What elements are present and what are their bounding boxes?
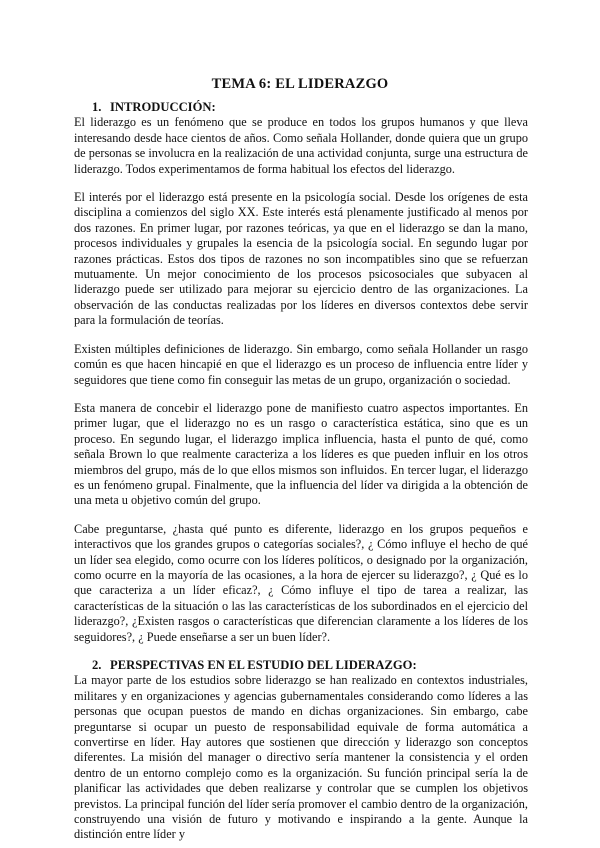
- paragraph: Esta manera de concebir el liderazgo pone de manifiesto cuatro aspectos importantes. En primer lugar, que el liderazgo no es un rasgo o característica estática, sino que es un proceso. En segundo lugar, el liderazgo implica influencia, hasta el punto de qué, como señala Brown lo que realmente caracteriza a los líderes es que pueden influir en los otros miembros del grupo, más de lo que ellos mismos son influidos. En tercer lugar, el liderazgo es un fenómeno grupal. Finalmente, que la influencia del líder va dirigida a la obtención de una meta u objetivo común del grupo.: [74, 400, 528, 508]
- paragraph: Cabe preguntarse, ¿hasta qué punto es diferente, liderazgo en los grupos pequeños e interactivos que los grandes grupos o categorías sociales?, ¿ Cómo influye el hecho de qué un líder sea elegido, como ocurre con los líderes políticos, o designado por la organización, como ocurre en la mayoría de las ocasiones, a la hora de ejercer su liderazgo?, ¿ Qué es lo que caracteriza a un líder eficaz?, ¿ Cómo influye el tipo de tarea a realizar, las características de la situación o las las características de los subordinados en el ejercicio del liderazgo?, ¿Existen rasgos o características que diferencian claramente a los líderes de los seguidores?, ¿ Puede enseñarse a ser un buen líder?.: [74, 521, 528, 644]
- paragraph: La mayor parte de los estudios sobre liderazgo se han realizado en contextos industriales, militares y en organizaciones y agencias gubernamentales considerando como líderes a las personas que ocupan puestos de mando en dichas organizaciones. Sin embargo, cabe preguntarse si ocupar un puesto de responsabilidad equivale de forma automática a convertirse en líder. Hay autores que sostienen que dirección y liderazgo son conceptos diferentes. La misión del manager o directivo sería mantener la consistencia y el orden dentro de un entorno complejo como es la organización. Su función principal sería la de planificar las actividades que deben realizarse y controlar que se cumplen los objetivos previstos. La principal función del líder sería promover el cambio dentro de la organización, construyendo una visión de futuro y motivando e inspirando a la gente. Aunque la distinción entre líder y: [74, 673, 528, 842]
- document-body: [74, 100, 528, 843]
- section-title: PERSPECTIVAS EN EL ESTUDIO DEL LIDERAZGO:: [110, 658, 417, 672]
- section-number: 2.: [92, 658, 102, 672]
- paragraph: El interés por el liderazgo está presente en la psicología social. Desde los orígenes de esta disciplina a comienzos del siglo XX. Este interés está plenamente justificado al menos por dos razones. En primer lugar, por razones teóricas, ya que en el liderazgo se dan la mano, procesos individuales y grupales la esencia de la psicología social. En segundo lugar por razones prácticas. Estos dos tipos de razones no son incompatibles sino que se refuerzan mutuamente. Un mejor conocimiento de los procesos psicosociales que subyacen al liderazgo puede ser utilizado para mejorar su ejercicio dentro de las organizaciones. La observación de las conductas realizadas por los líderes en diversos contextos debe servir para la formulación de teorías.: [74, 190, 528, 328]
- section-heading-introduccion: [74, 100, 528, 115]
- paragraph: Existen múltiples definiciones de liderazgo. Sin embargo, como señala Hollander un rasgo común es que hacen hincapié en que el liderazgo es un proceso de influencia entre líder y seguidores que tiene como fin conseguir las metas de un grupo, organización o sociedad.: [74, 341, 528, 387]
- document-title: TEMA 6: EL LIDERAZGO: [211, 76, 389, 92]
- paragraph: El liderazgo es un fenómeno que se produce en todos los grupos humanos y que lleva interesando desde hace cientos de años. Como señala Hollander, donde quiera que un grupo de personas se involucra en la realización de una actividad conjunta, surge una estructura de liderazgo. Todos experimentamos de forma habitual los efectos del liderazgo.: [74, 115, 528, 176]
- section-title: INTRODUCCIÓN:: [110, 100, 216, 114]
- section-heading-perspectivas: [74, 658, 528, 673]
- section-number: 1.: [92, 100, 102, 114]
